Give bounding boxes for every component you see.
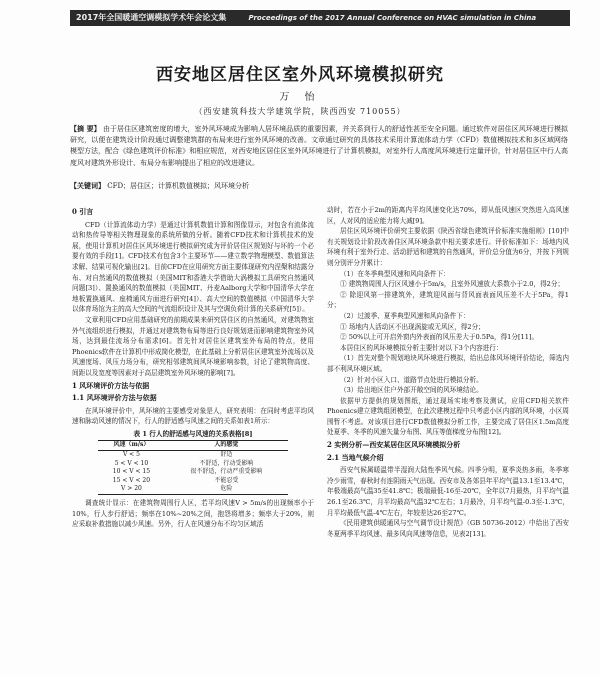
abstract-text: 由于居住区建筑密度的增大，室外风环境成为影响人居环境品质的重要因素，并关系到行人的舒适性甚至安全问题。通过软件对居住区风环境进行模拟研究，以便在建筑设计阶段通过调整建筑群的布局来进行室外风环境的改善。文章通过研究的具体技术采用计算流体动力学（CFD）数值模拟技术和多区域网络模型方法，配合《绿色建筑评价标准》和相应规范，对西安地区居住区室外风环境进行了计算机模拟，对室外行人高度风环境进行定量评价，针对居住区中行人高度风对建筑外形设计、布局分布影响提出了相应的改进建议。: [70, 125, 568, 167]
paragraph: 动时，若在小于2m的距离内平均风速变化达70%，即从低风速区突然进入高风速区，人对风的适应能力将大减[9]。: [327, 206, 569, 225]
table-cell: 很不舒适，行动严重受影响: [190, 468, 263, 476]
paragraph: 文章利用CFD应用基础研究的前期成果来研究居住区的自然通风，对建筑物室外气流组织进行模拟，并通过对建筑物布局等进行良好规划进而影响建筑物室外风场，达到最佳流场分布需求[6]。首先针对居住区建筑室外布局的特点，使用Phoenics软件在计算机中形成简化模型，在此基础上分析居住区建筑室外流场以及风速度场、风压力场分布，研究相邻建筑间风环境影响参数，讨论了建筑物高度、间距以及宽度等因素对于高层建筑室外风环境的影响[7]。: [72, 315, 314, 377]
paragraph: 依据甲方提供的规划图纸，通过现场实地考察及测试，应用CFD相关软件Phoenics建立建筑组团模型，在此次建模过程中只考虑小区内部的风环境，小区周围暂不考虑。对该项目进行CFD数值模拟分析工作，主要完成了居住区1.5m高度处夏季、冬季的风速矢量分布图、风压等值梯度分布图[12]。: [327, 396, 569, 437]
right-column: [327, 205, 569, 665]
list-item: ① 建筑物周围人行区风速小于5m/s，且室外风速放大系数小于2.0，得2分；: [340, 280, 565, 289]
header-right: Proceedings of the 2017 Annual Conference on HVAC simulation in China: [248, 14, 537, 22]
paper-author: 万 怡: [279, 92, 321, 103]
table-header-cell: 风速（m/s）: [113, 441, 150, 449]
running-header: [70, 10, 570, 26]
paper-affiliation: （西安建筑科技大学建筑学院，陕西西安 710055）: [194, 107, 406, 116]
paragraph: CFD（计算流体动力学）是通过计算机数值计算和图像显示，对包含有流体流动和热传导等相关物理现象的系统所做的分析。随着CFD技术和计算机技术的发展，使用计算机对居住区风环境进行模拟研究成为评价居住区规划好与坏的一个必要有效的手段[1]。CFD技术有包含3个主要环节——建立数学物理模型、数值算法求解、结果可视化输出[2]。目前CFD在应用研究方面主要体现研究内涅槃和结露分布、对自然通风的数值模拟（美国MIT和香港大学借助大涡模拟工具研究自然通风问题[3]）、置换通风的数值模拟（美国MIT、丹麦Aalborg大学和中国清华大学在地板置换通风、座椅通风方面进行研究[4]）、高大空间的数值模拟（中国清华大学以体育场馆为主的高大空间的气流组织设计及其与空调负荷计算的关系研究[5]）。: [72, 220, 314, 314]
list-item: （1）在冬季典型风速和风向条件下：: [340, 269, 450, 278]
table-header-cell: 人的感觉: [214, 441, 239, 449]
table-row: [98, 468, 288, 477]
keywords-text: CFD；居住区；计算机数值模拟；风环境分析: [107, 182, 250, 190]
comfort-table: [98, 440, 288, 495]
table-cell: 不能忍受: [214, 476, 239, 484]
list-item: （3）给出地区住户外部开敞空间的风环境结论。: [340, 386, 483, 395]
section-heading: 0 引言: [72, 207, 94, 216]
table-row: [98, 477, 288, 486]
abstract-label: 【摘 要】: [70, 124, 101, 133]
abstract: [70, 123, 568, 169]
paragraph: 调查统计显示：在建筑物周围行人区，若平均风速V > 5m/s的出现频率小于10%，行人步行舒适；频率在10%~20%之间，抱怨将增多；频率大于20%，则应采取补救措施以减少风速。另外，行人在风速分布不均匀区域活: [72, 499, 314, 529]
list-item: ② 50%以上可开启外窗内外表面的风压差大于0.5Pa，得1分[11]。: [340, 333, 539, 342]
table-caption: 表 1 行人的舒适感与风速的关系表格[8]: [133, 429, 253, 438]
table-cell: V < 5: [122, 451, 140, 459]
header-left: 2017年全国暖通空调模拟学术年会论文集: [76, 13, 227, 22]
section-heading: 2 实例分析—西安某居住区风环境模拟分析: [327, 440, 461, 450]
table-cell: 舒适: [220, 451, 233, 459]
table-cell: 15 < V < 20: [112, 476, 151, 484]
table-cell: 危险: [220, 485, 233, 493]
keywords: [70, 180, 568, 192]
paragraph: 居住区风环境评价研究主要依据《陕西省绿色建筑评价标准实施细则》[10]中有关规划设计阶段改善住区风环境条款中相关要求进行。评价标准如下：场地内风环境有利于室外行走、活动舒适和建筑的自然通风，评价总分值为6分，并按下列规则分别评分并累计：: [327, 227, 569, 267]
list-item: ② 除迎风第一排建筑外，建筑迎风面与背风面表面风压差不大于5Pa，得1分；: [327, 290, 569, 310]
subsection-heading: 2.1 当地气候介绍: [327, 452, 384, 462]
table-cell: 5 < V < 10: [114, 459, 149, 467]
list-item: （2）过渡季、夏季典型风速和风向条件下：: [340, 311, 470, 320]
table-cell: 不舒适，行动受影响: [199, 459, 254, 467]
paragraph: 西安气候属暖温带半湿润大陆性季风气候。四季分明，夏季炎热多雨，冬季寒冷少雨雪，春秋时有连阴雨天气出现。西安市及各郊县年平均气温13.1至13.4℃，年极端最高气温35至41.8℃；极端最低-16至-20℃，全年以7月最热，月平均气温26.1至26.3℃，月平均最高气温32℃左右；1月最冷，月平均气温-0.3至-1.3℃，月平均最低气温-4℃左右，年较差达26至27℃。: [327, 466, 569, 517]
keywords-label: 【关键词】: [70, 181, 105, 190]
paper-title: 西安地区居住区室外风环境模拟研究: [156, 65, 444, 85]
paragraph: 在风环境评价中，风环境的主要感受对象是人，研究表明：在同时考虑平均风速和脉动风速的情况下，行人的舒适感与风速之间的关系如表1所示：: [72, 406, 314, 426]
list-item: ① 场地内人活动区不出现涡旋或无风区，得2分；: [340, 322, 485, 331]
table-header-row: [98, 441, 288, 451]
paragraph: 本居住区的风环境模拟分析主要针对以下3个内容进行：: [340, 343, 503, 352]
table-cell: V > 20: [121, 485, 142, 493]
table-row: [98, 485, 288, 494]
table-cell: 10 < V < 15: [112, 468, 151, 476]
paragraph: 《民用建筑供暖通风与空气调节设计规范》（GB 50736-2012）中给出了西安冬夏两季平均风速、最多风向风速等信息，见表2[13]。: [327, 519, 569, 538]
table-row: [98, 460, 288, 469]
list-item: （2）针对小区入口、道路节点处进行模拟分析。: [340, 375, 483, 384]
left-column: [72, 205, 314, 665]
subsection-heading: 1.1 风环境评价方法与依据: [72, 393, 157, 403]
section-heading: 1 风环境评价方法与依据: [72, 380, 150, 390]
table-row: [98, 451, 288, 460]
list-item: （1）首先对整个规划地块风环境进行模拟，给出总体风环境评价结论，筛选内部不利风环境区域。: [327, 354, 569, 373]
